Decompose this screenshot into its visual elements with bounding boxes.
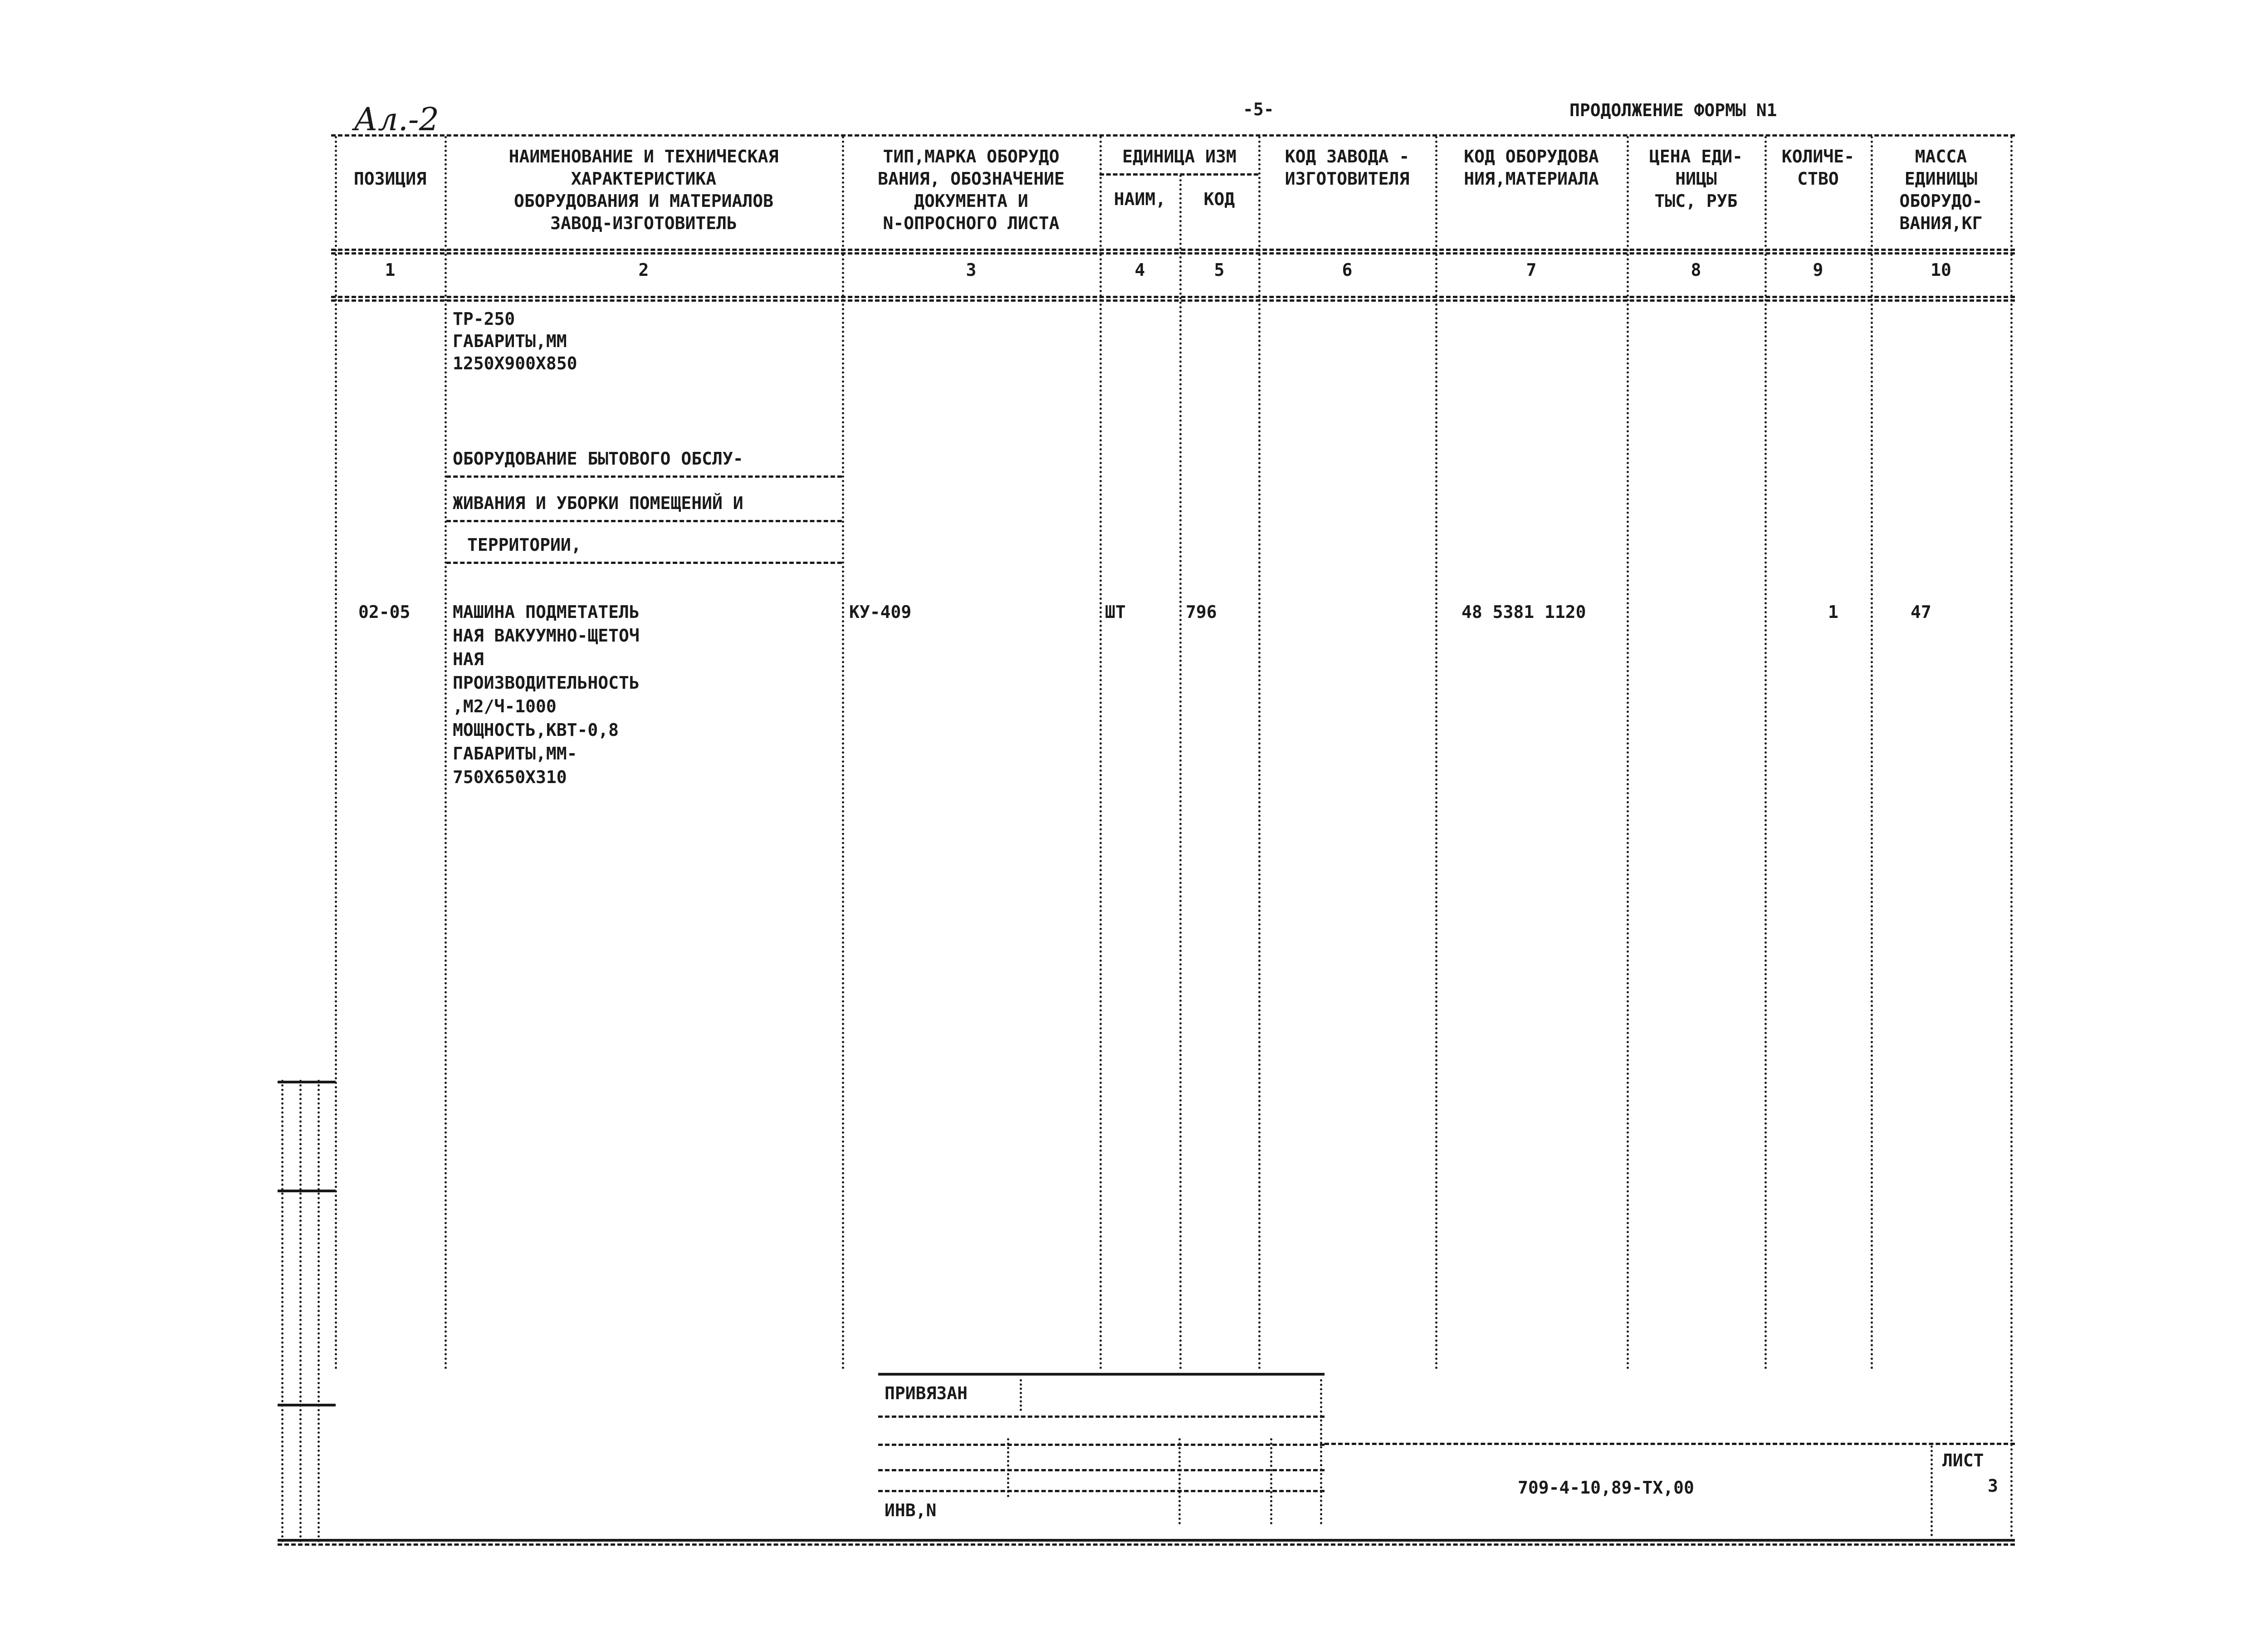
section-rule-1 xyxy=(446,475,842,478)
item-type: КУ-409 xyxy=(849,602,912,622)
stamp-rule-2 xyxy=(878,1444,1325,1446)
sheet-label: ЛИСТ xyxy=(1942,1450,1984,1470)
col-line-5 xyxy=(1258,136,1261,1370)
header-name-4: ЗАВОД-ИЗГОТОВИТЕЛЬ xyxy=(550,213,737,233)
stamp-col-2 xyxy=(1178,1438,1181,1524)
item-quantity: 1 xyxy=(1828,602,1838,622)
header-mass-3: ОБОРУДО- xyxy=(1899,191,1983,211)
stamp-rule-1 xyxy=(878,1416,1325,1418)
header-unit-name: НАИМ, xyxy=(1114,189,1166,209)
section-line-1: ОБОРУДОВАНИЕ БЫТОВОГО ОБСЛУ- xyxy=(453,449,743,469)
header-position: ПОЗИЦИЯ xyxy=(353,169,427,189)
header-type-3: ДОКУМЕНТА И xyxy=(914,191,1028,211)
handwritten-note: Ал.-2 xyxy=(354,101,440,138)
stamp-rule-3 xyxy=(878,1469,1325,1471)
item-name-5: ,М2/Ч-1000 xyxy=(453,696,557,716)
header-plant-code-2: ИЗГОТОВИТЕЛЯ xyxy=(1285,169,1410,189)
item-unit-code: 796 xyxy=(1186,602,1217,622)
header-unit-code: КОД xyxy=(1203,189,1235,209)
section-rule-2 xyxy=(446,520,842,522)
stamp-divider-privyazan xyxy=(1020,1379,1022,1411)
col-line-1 xyxy=(445,136,447,1370)
item-name-7: ГАБАРИТЫ,ММ- xyxy=(453,744,577,764)
rule-bottom-2 xyxy=(278,1543,2015,1546)
col-number-10: 10 xyxy=(1931,260,1951,280)
item-name-4: ПРОИЗВОДИТЕЛЬНОСТЬ xyxy=(453,673,640,693)
item-name-3: НАЯ xyxy=(453,649,484,669)
section-line-3: ТЕРРИТОРИИ, xyxy=(467,535,582,555)
header-equipment-code-2: НИЯ,МАТЕРИАЛА xyxy=(1464,169,1599,189)
item-name-8: 750Х650Х310 xyxy=(453,767,567,787)
rule-numbers-bottom-2 xyxy=(331,299,2015,302)
stamp-col-1 xyxy=(1007,1438,1009,1497)
col-number-5: 5 xyxy=(1214,260,1225,280)
header-price-1: ЦЕНА ЕДИ- xyxy=(1649,147,1743,167)
header-type-4: N-ОПРОСНОГО ЛИСТА xyxy=(883,213,1060,233)
rule-numbers-bottom xyxy=(331,296,2015,298)
item-name-1: МАШИНА ПОДМЕТАТЕЛЬ xyxy=(453,602,640,622)
col-number-6: 6 xyxy=(1342,260,1353,280)
col-number-3: 3 xyxy=(966,260,977,280)
item-name-2: НАЯ ВАКУУМНО-ЩЕТОЧ xyxy=(453,626,640,646)
header-name-1: НАИМЕНОВАНИЕ И ТЕХНИЧЕСКАЯ xyxy=(508,147,779,167)
doc-code: 709-4-10,89-ТХ,00 xyxy=(1518,1478,1694,1498)
block1-line-1: ТР-250 xyxy=(453,309,515,329)
item-mass: 47 xyxy=(1911,602,1931,622)
rule-header-bottom xyxy=(331,249,2015,251)
header-equipment-code-1: КОД ОБОРУДОВА xyxy=(1464,147,1599,167)
margin-line-2 xyxy=(299,1080,302,1543)
stamp-rule-top xyxy=(878,1373,1325,1376)
block1-line-2: ГАБАРИТЫ,ММ xyxy=(453,331,567,351)
col-line-6 xyxy=(1435,136,1437,1370)
col-line-10 xyxy=(2010,136,2013,1543)
stamp-privyazan: ПРИВЯЗАН xyxy=(885,1383,968,1403)
item-position: 02-05 xyxy=(358,602,411,622)
margin-rule-2 xyxy=(278,1190,336,1192)
sheet-divider xyxy=(1931,1445,1933,1536)
margin-line-1 xyxy=(281,1080,284,1543)
col-line-8 xyxy=(1765,136,1767,1370)
header-name-2: ХАРАКТЕРИСТИКА xyxy=(571,169,717,189)
col-line-2 xyxy=(842,136,844,1370)
col-number-8: 8 xyxy=(1691,260,1701,280)
col-line-0 xyxy=(335,136,337,1370)
header-plant-code-1: КОД ЗАВОДА - xyxy=(1285,147,1410,167)
item-unit: ШТ xyxy=(1105,602,1126,622)
header-quantity-1: КОЛИЧЕ- xyxy=(1781,147,1855,167)
rule-bottom xyxy=(278,1539,2015,1542)
rule-header-bottom-2 xyxy=(331,252,2015,255)
stamp-col-3 xyxy=(1270,1438,1272,1524)
col-line-3 xyxy=(1100,136,1102,1370)
sheet-number: 3 xyxy=(1988,1476,1998,1496)
continuation-label: ПРОДОЛЖЕНИЕ ФОРМЫ N1 xyxy=(1569,100,1777,120)
margin-rule-3 xyxy=(278,1404,336,1406)
col-number-4: 4 xyxy=(1134,260,1145,280)
header-mass-2: ЕДИНИЦЫ xyxy=(1904,169,1978,189)
col-line-7 xyxy=(1627,136,1629,1370)
header-type-1: ТИП,МАРКА ОБОРУДО xyxy=(883,147,1060,167)
item-equipment-code: 48 5381 1120 xyxy=(1461,602,1586,622)
header-unit: ЕДИНИЦА ИЗМ xyxy=(1122,147,1237,167)
header-mass-4: ВАНИЯ,КГ xyxy=(1899,213,1983,233)
col-line-9 xyxy=(1871,136,1873,1370)
header-name-3: ОБОРУДОВАНИЯ И МАТЕРИАЛОВ xyxy=(514,191,773,211)
section-rule-3 xyxy=(446,562,842,564)
stamp-right-line xyxy=(1320,1379,1322,1524)
item-name-6: МОЩНОСТЬ,КВТ-0,8 xyxy=(453,720,619,740)
titleblock-rule xyxy=(1325,1443,2015,1445)
col-number-9: 9 xyxy=(1813,260,1823,280)
block1-line-3: 1250Х900Х850 xyxy=(453,353,577,373)
col-number-7: 7 xyxy=(1526,260,1537,280)
stamp-inv: ИНВ,N xyxy=(885,1500,937,1520)
header-type-2: ВАНИЯ, ОБОЗНАЧЕНИЕ xyxy=(878,169,1065,189)
rule-top xyxy=(331,134,2015,137)
page-marker: -5- xyxy=(1243,99,1274,119)
col-line-4 xyxy=(1179,175,1182,1370)
stamp-rule-4 xyxy=(878,1490,1325,1492)
header-price-3: ТЫС, РУБ xyxy=(1654,191,1738,211)
section-line-2: ЖИВАНИЯ И УБОРКИ ПОМЕЩЕНИЙ И xyxy=(453,493,743,513)
col-number-2: 2 xyxy=(638,260,649,280)
col-number-1: 1 xyxy=(385,260,396,280)
header-quantity-2: СТВО xyxy=(1797,169,1839,189)
header-price-2: НИЦЫ xyxy=(1675,169,1717,189)
margin-line-3 xyxy=(318,1080,320,1543)
margin-rule-1 xyxy=(278,1081,336,1083)
rule-unit-split xyxy=(1100,173,1258,176)
header-mass-1: МАССА xyxy=(1915,147,1967,167)
